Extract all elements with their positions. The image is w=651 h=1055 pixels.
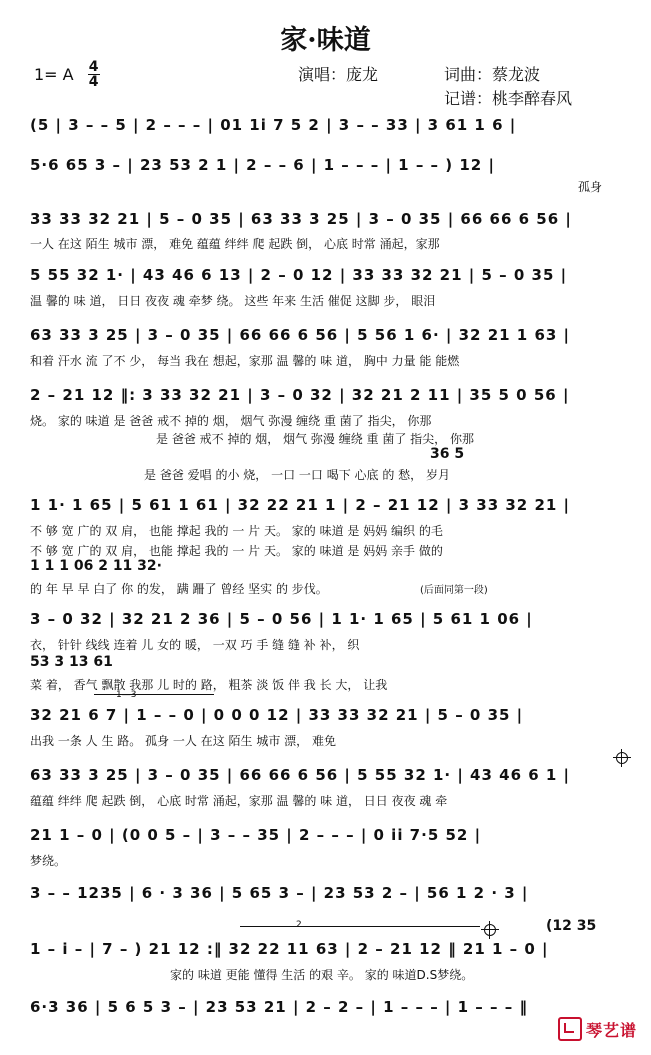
lyric-line-6c: 是 爸爸 爱唱 的小 烧， 一口 一口 喝下 心底 的 愁， 岁月: [144, 468, 450, 482]
time-numerator: 4: [88, 59, 99, 75]
lyric-line-3: 一人 在这 陌生 城市 漂， 难免 蕴蕴 绊绊 爬 起跌 倒， 心底 时常 涌起，家那: [30, 237, 440, 251]
score-line-7c: 1 1 1 06 2 11 32·: [30, 558, 162, 574]
volta-bracket-2: [240, 926, 480, 927]
lyric-line-7b: 不 够 宽 广的 双 肩， 也能 撑起 我的 一 片 天。 家的 味道 是 妈妈 亲手 做的: [30, 544, 443, 558]
lyric-line-13: 家的 味道 更能 懂得 生活 的艰 辛。 家的 味道D.S梦绕。: [170, 968, 474, 982]
score-line-1: (5 | 3 – – 5 | 2 – – – | 01 1i 7 5 2 | 3 – – 33 | 3 61 1 6 |: [30, 116, 517, 134]
lyric-line-5: 和着 汗水 流 了不 少， 每当 我在 想起，家那 温 馨的 味 道， 胸中 力量 能 能燃: [30, 354, 460, 368]
score-line-10: 63 33 3 25 | 3 – 0 35 | 66 66 6 56 | 5 55 32 1· | 43 46 6 1 |: [30, 766, 571, 784]
score-line-6: 2 – 21 12 ‖: 3 33 32 21 | 3 – 0 32 | 32 21 2 11 | 35 5 0 56 |: [30, 386, 570, 404]
qinyipu-logo-icon: [558, 1017, 582, 1041]
lyric-line-11: 梦绕。: [30, 854, 67, 868]
key-signature: [34, 60, 100, 89]
score-line-8: 3 – 0 32 | 32 21 2 36 | 5 – 0 56 | 1 1· 1 65 | 5 61 1 06 |: [30, 610, 533, 628]
lyric-line-4: 温 馨的 味 道， 日日 夜夜 魂 牵梦 绕。 这些 年来 生活 催促 这脚 步， 眼泪: [30, 294, 436, 308]
site-logo: [558, 1017, 637, 1041]
lyric-line-9: 出我 一条 人 生 路。 孤身 一人 在这 陌生 城市 漂， 难免: [30, 734, 336, 748]
repeat-note: (后面同第一段): [420, 585, 488, 596]
score-line-11: 21 1 – 0 | (0 0 5 – | 3 – – 35 | 2 – – – | 0 ii 7·5 52 |: [30, 826, 482, 844]
volta-bracket-label: 1—3: [116, 690, 137, 700]
score-line-5: 63 33 3 25 | 3 – 0 35 | 66 66 6 56 | 5 56 1 6· | 32 21 1 63 |: [30, 326, 571, 344]
coda-icon: [616, 752, 628, 764]
lyric-line-7c: 的 年 早 早 白了 你 的发， 蹒 跚了 曾经 坚实 的 步伐。: [30, 582, 328, 596]
score-line-12: 3 – – 1235 | 6 · 3 36 | 5 65 3 – | 23 53 2 – | 56 1 2 · 3 |: [30, 884, 529, 902]
score-line-3: 33 33 32 21 | 5 – 0 35 | 63 33 3 25 | 3 – 0 35 | 66 66 6 56 |: [30, 210, 572, 228]
lyric-line-2: 孤身: [578, 180, 603, 194]
score-line-13b: (12 35: [546, 918, 597, 934]
score-line-7: 1 1· 1 65 | 5 61 1 61 | 32 22 21 1 | 2 – 21 12 | 3 33 32 21 |: [30, 496, 571, 514]
singer-credit: 演唱：庞龙: [298, 65, 379, 84]
composer-credit: 词曲：蔡龙波: [444, 65, 541, 84]
lyric-line-8a: 衣， 针针 线线 连着 儿 女的 暖， 一双 巧 手 缝 缝 补 补， 织: [30, 638, 360, 652]
score-line-4: 5 55 32 1· | 43 46 6 13 | 2 – 0 12 | 33 33 32 21 | 5 – 0 35 |: [30, 266, 568, 284]
time-denominator: 4: [88, 74, 99, 90]
score-line-14: 6·3 36 | 5 6 5 3 – | 23 53 21 | 2 – 2 – | 1 – – – | 1 – – – ‖: [30, 998, 528, 1016]
lyric-line-6b: 是 爸爸 戒不 掉的 烟， 烟气 弥漫 缠绕 重 菌了 指尖， 你那: [156, 432, 474, 446]
volta-bracket-1: [94, 694, 214, 695]
time-signature: [88, 60, 100, 89]
score-line-2: 5·6 65 3 – | 23 53 2 1 | 2 – – 6 | 1 – – – | 1 – – ) 12 |: [30, 156, 495, 174]
lyric-line-7a: 不 够 宽 广的 双 肩， 也能 撑起 我的 一 片 天。 家的 味道 是 妈妈 编织 的毛: [30, 524, 443, 538]
lyric-line-8b: 菜 着， 香气 飘散 我那 儿 时的 路， 粗茶 淡 饭 伴 我 长 大， 让我: [30, 678, 388, 692]
score-line-13: 1 – i – | 7 – ) 21 12 :‖ 32 22 11 63 | 2 – 21 12 ‖ 21 1 – 0 |: [30, 940, 549, 958]
transcriber-credit: 记谱：桃李醉春风: [444, 89, 573, 108]
score-line-9: 32 21 6 7 | 1 – – 0 | 0 0 0 12 | 33 33 32 21 | 5 – 0 35 |: [30, 706, 524, 724]
coda-icon-2: [484, 924, 496, 936]
page-title: 家·味道: [280, 25, 371, 56]
score-line-6c: 36 5: [430, 446, 465, 462]
lyric-line-6a: 烧。 家的 味道 是 爸爸 戒不 掉的 烟， 烟气 弥漫 缠绕 重 菌了 指尖， 你那: [30, 414, 432, 428]
volta-bracket-2-label: 2: [296, 920, 302, 930]
lyric-line-10: 蕴蕴 绊绊 爬 起跌 倒， 心底 时常 涌起，家那 温 馨的 味 道， 日日 夜夜 魂 牵: [30, 794, 448, 808]
key-label: 1= A: [34, 65, 74, 84]
score-line-8b: 53 3 13 61: [30, 654, 113, 670]
logo-text: 琴艺谱: [585, 1020, 637, 1040]
